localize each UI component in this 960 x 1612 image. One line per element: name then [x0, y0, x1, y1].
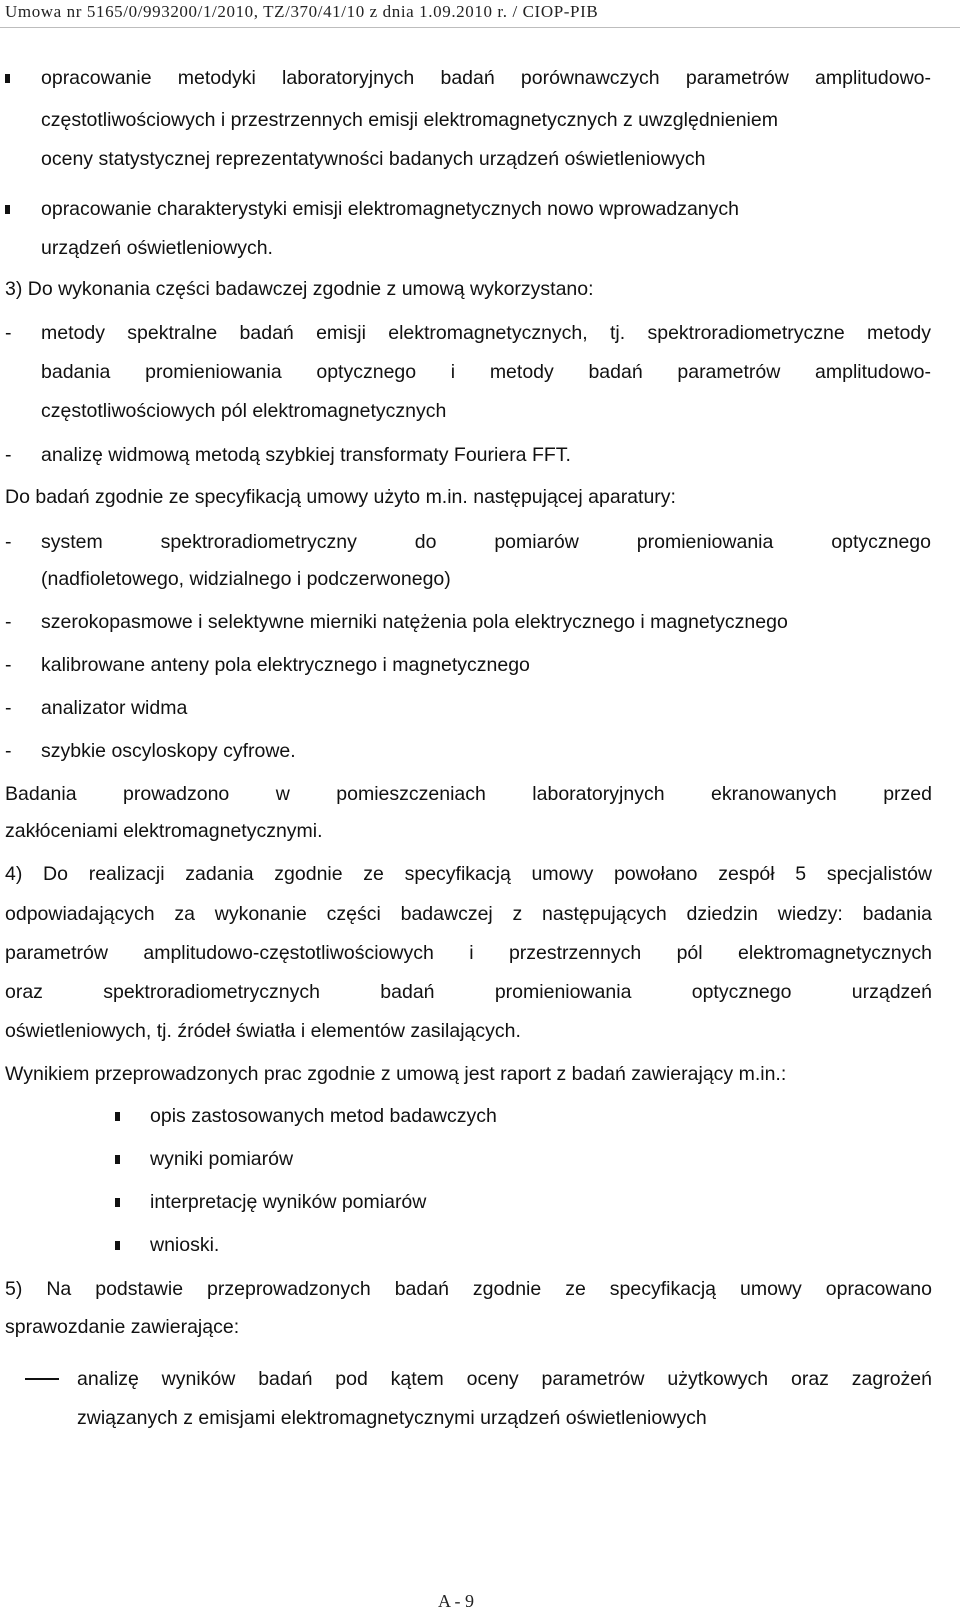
list-item: opis zastosowanych metod badawczych [150, 1105, 497, 1127]
dash-marker: - [5, 611, 12, 633]
list-item: interpretację wyników pomiarów [150, 1191, 427, 1213]
bullet-square-icon [5, 74, 10, 83]
em-dash-icon [25, 1378, 59, 1380]
text-line: opracowanie metodyki laboratoryjnych badań porównawczych parametrów amplitudowo- [41, 67, 931, 89]
text-line: urządzeń oświetleniowych. [41, 237, 273, 259]
dash-marker: - [5, 697, 12, 719]
text-line: sprawozdanie zawierające: [5, 1316, 240, 1338]
text-line: 4) Do realizacji zadania zgodnie ze specyfikacją umowy powołano zespół 5 specjalistów [5, 863, 932, 885]
text-line: badania promieniowania optycznego i metody badań parametrów amplitudowo- [41, 361, 931, 383]
text-line: kalibrowane anteny pola elektrycznego i magnetycznego [41, 654, 530, 676]
text-line: szybkie oscyloskopy cyfrowe. [41, 740, 296, 762]
dash-marker: - [5, 444, 12, 466]
text-line: oraz spektroradiometrycznych badań promieniowania optycznego urządzeń [5, 981, 932, 1003]
text-line: metody spektralne badań emisji elektromagnetycznych, tj. spektroradiometryczne metody [41, 322, 931, 344]
text-line: związanych z emisjami elektromagnetycznymi urządzeń oświetleniowych [77, 1407, 707, 1429]
text-line: Badania prowadzono w pomieszczeniach laboratoryjnych ekranowanych przed [5, 783, 932, 805]
dash-marker: - [5, 740, 12, 762]
text-line: analizator widma [41, 697, 188, 719]
text-line: Do badań zgodnie ze specyfikacją umowy użyto m.in. następującej aparatury: [5, 486, 676, 508]
bullet-square-icon [115, 1155, 120, 1164]
dash-marker: - [5, 531, 12, 553]
text-line: system spektroradiometryczny do pomiarów promieniowania optycznego [41, 531, 931, 553]
text-line: oświetleniowych, tj. źródeł światła i elementów zasilających. [5, 1020, 521, 1042]
list-item: wyniki pomiarów [150, 1148, 294, 1170]
bullet-square-icon [115, 1241, 120, 1250]
text-line: oceny statystycznej reprezentatywności badanych urządzeń oświetleniowych [41, 148, 706, 170]
page-number: A - 9 [438, 1591, 474, 1611]
dash-marker: - [5, 654, 12, 676]
dash-marker: - [5, 322, 12, 344]
header-divider [0, 27, 960, 28]
text-line: odpowiadających za wykonanie części badawczej z następujących dziedzin wiedzy: badania [5, 903, 932, 925]
document-header: Umowa nr 5165/0/993200/1/2010, TZ/370/41/10 z dnia 1.09.2010 r. / CIOP-PIB [5, 2, 599, 21]
list-item: wnioski. [150, 1234, 220, 1256]
bullet-square-icon [5, 205, 10, 214]
text-line: analizę wyników badań pod kątem oceny parametrów użytkowych oraz zagrożeń [77, 1368, 932, 1390]
text-line: (nadfioletowego, widzialnego i podczerwonego) [41, 568, 451, 590]
text-line: 5) Na podstawie przeprowadzonych badań zgodnie ze specyfikacją umowy opracowano [5, 1278, 932, 1300]
text-line: częstotliwościowych i przestrzennych emisji elektromagnetycznych z uwzględnieniem [41, 109, 778, 131]
section-heading: 3) Do wykonania części badawczej zgodnie z umową wykorzystano: [5, 278, 594, 300]
text-line: parametrów amplitudowo-częstotliwościowych i przestrzennych pól elektromagnetycznych [5, 942, 932, 964]
bullet-square-icon [115, 1198, 120, 1207]
text-line: analizę widmową metodą szybkiej transformaty Fouriera FFT. [41, 444, 571, 466]
text-line: Wynikiem przeprowadzonych prac zgodnie z umową jest raport z badań zawierający m.in.: [5, 1063, 787, 1085]
text-line: zakłóceniami elektromagnetycznymi. [5, 820, 323, 842]
text-line: opracowanie charakterystyki emisji elektromagnetycznych nowo wprowadzanych [41, 198, 739, 220]
text-line: szerokopasmowe i selektywne mierniki natężenia pola elektrycznego i magnetycznego [41, 611, 788, 633]
bullet-square-icon [115, 1112, 120, 1121]
text-line: częstotliwościowych pól elektromagnetycznych [41, 400, 447, 422]
